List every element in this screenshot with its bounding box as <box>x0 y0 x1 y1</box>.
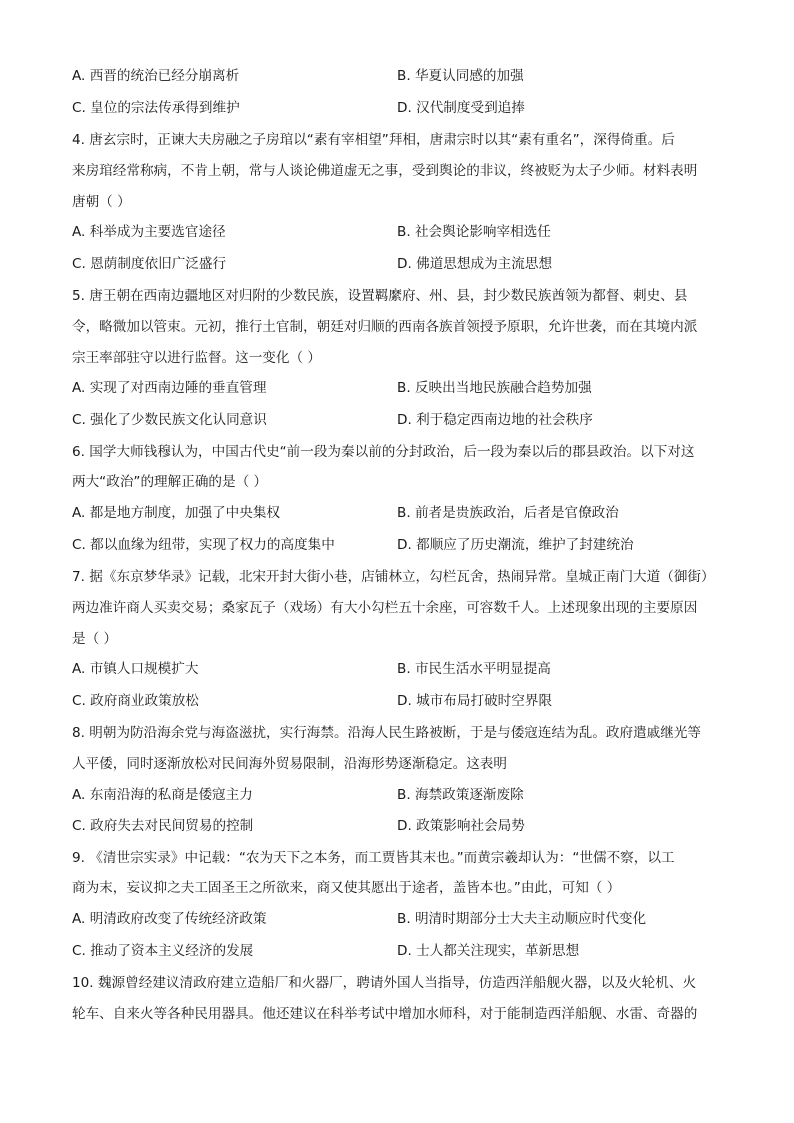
q4-option-a: A. 科举成为主要选官途径 <box>72 224 226 240</box>
q9-stem-line-1: 9. 《清世宗实录》中记载：“农为天下之本务，而工贾皆其末也。”而黄宗羲却认为：“世儒不察，以工 <box>72 850 675 866</box>
q3-option-a: A. 西晋的统治已经分崩离析 <box>72 68 240 84</box>
q4-option-c: C. 恩荫制度依旧广泛盛行 <box>72 256 227 272</box>
q8-stem-line-1: 8. 明朝为防沿海余党与海盗滋扰，实行海禁。沿海人民生路被断，于是与倭寇连结为乱。政府遣戚继光等 <box>72 725 702 741</box>
q3-option-d: D. 汉代制度受到追捧 <box>397 100 525 116</box>
q5-stem-line-1: 5. 唐王朝在西南边疆地区对归附的少数民族，设置羁縻府、州、县，封少数民族酋领为都督、刺史、县 <box>72 288 688 304</box>
q6-stem-line-2: 两大“政治”的理解正确的是（ ） <box>72 474 268 490</box>
q5-stem-line-3: 宗王率部驻守以进行监督。这一变化（ ） <box>72 350 322 366</box>
q9-stem-line-2: 商为末，妄议抑之夫工固圣王之所欲来，商又使其愿出于途者，盖皆本也。”由此，可知（ ） <box>72 880 621 896</box>
q9-option-d: D. 士人都关注现实，革新思想 <box>397 943 580 959</box>
q4-stem-line-3: 唐朝（ ） <box>72 194 131 210</box>
q9-option-b: B. 明清时期部分士大夫主动顺应时代变化 <box>397 911 647 927</box>
q3-option-b: B. 华夏认同感的加强 <box>397 68 524 84</box>
q7-option-d: D. 城市布局打破时空界限 <box>397 693 553 709</box>
q5-option-a: A. 实现了对西南边陲的垂直管理 <box>72 380 267 396</box>
q7-stem-line-1: 7. 据《东京梦华录》记载，北宋开封大街小巷，店铺林立，勾栏瓦舍，热闹异常。皇城正南门大道（御街） <box>72 569 715 585</box>
q6-stem-line-1: 6. 国学大师钱穆认为，中国古代史“前一段为秦以前的分封政治，后一段为秦以后的郡县政治。以下对这 <box>72 444 695 460</box>
q9-option-c: C. 推动了资本主义经济的发展 <box>72 943 254 959</box>
q8-option-b: B. 海禁政策逐渐废除 <box>397 787 524 803</box>
q6-option-a: A. 都是地方制度，加强了中央集权 <box>72 505 281 521</box>
q6-option-c: C. 都以血缘为纽带，实现了权力的高度集中 <box>72 537 335 553</box>
q4-option-d: D. 佛道思想成为主流思想 <box>397 256 553 272</box>
q7-stem-line-2: 两边准许商人买卖交易；桑家瓦子（戏场）有大小勾栏五十余座，可容数千人。上述现象出现的主要原因 <box>72 600 698 616</box>
q7-stem-line-3: 是（ ） <box>72 631 118 647</box>
q10-stem-line-1: 10. 魏源曾经建议清政府建立造船厂和火器厂，聘请外国人当指导，仿造西洋船舰火器，以及火轮机、火 <box>72 975 697 991</box>
q8-option-c: C. 政府失去对民间贸易的控制 <box>72 818 254 834</box>
q8-stem-line-2: 人平倭，同时逐渐放松对民间海外贸易限制，沿海形势逐渐稳定。这表明 <box>72 756 507 772</box>
q8-option-d: D. 政策影响社会局势 <box>397 818 525 834</box>
q4-stem-line-2: 来房琯经常称病，不肯上朝，常与人谈论佛道虚无之事，受到舆论的非议，终被贬为太子少师。材料表明 <box>72 163 698 179</box>
q5-option-c: C. 强化了少数民族文化认同意识 <box>72 412 267 428</box>
q10-stem-line-2: 轮车、自来火等各种民用器具。他还建议在科举考试中增加水师科，对于能制造西洋船舰、水雷、奇器的 <box>72 1006 698 1022</box>
q6-option-b: B. 前者是贵族政治，后者是官僚政治 <box>397 505 619 521</box>
q5-option-b: B. 反映出当地民族融合趋势加强 <box>397 380 592 396</box>
q7-option-b: B. 市民生活水平明显提高 <box>397 661 551 677</box>
q7-option-c: C. 政府商业政策放松 <box>72 693 199 709</box>
q4-stem-line-1: 4. 唐玄宗时，正谏大夫房融之子房琯以“素有宰相望”拜相，唐肃宗时以其“素有重名”，深得倚重。后 <box>72 132 675 148</box>
q5-stem-line-2: 令，略微加以管束。元初，推行土官制，朝廷对归顺的西南各族首领授予原职，允许世袭，而在其境内派 <box>72 319 698 335</box>
q4-option-b: B. 社会舆论影响宰相选任 <box>397 224 551 240</box>
q6-option-d: D. 都顺应了历史潮流，维护了封建统治 <box>397 537 634 553</box>
q8-option-a: A. 东南沿海的私商是倭寇主力 <box>72 787 253 803</box>
q5-option-d: D. 利于稳定西南边地的社会秩序 <box>397 412 593 428</box>
q3-option-c: C. 皇位的宗法传承得到维护 <box>72 100 240 116</box>
q7-option-a: A. 市镇人口规模扩大 <box>72 661 199 677</box>
q9-option-a: A. 明清政府改变了传统经济政策 <box>72 911 267 927</box>
